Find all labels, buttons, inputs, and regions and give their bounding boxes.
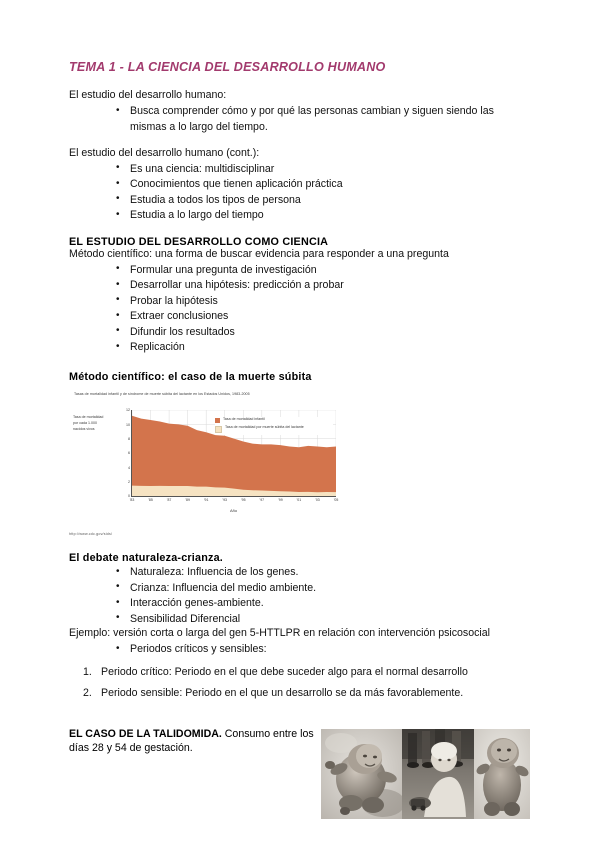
- list-item: • Difundir los resultados: [116, 325, 531, 340]
- periodos-numbered-list: [69, 665, 531, 701]
- periodos-bullet-list: [69, 642, 531, 657]
- infant-photo-right: [474, 729, 530, 819]
- chart-y-tick-label: 0: [128, 494, 130, 499]
- list-item: • Replicación: [116, 340, 531, 355]
- page-title: TEMA 1 - LA CIENCIA DEL DESARROLLO HUMANO: [69, 60, 386, 74]
- debate-bullet-list: [69, 565, 531, 627]
- figure-heading: Método científico: el caso de la muerte súbita: [69, 371, 312, 384]
- section-heading-ciencia: EL ESTUDIO DEL DESARROLLO COMO CIENCIA: [69, 235, 329, 248]
- talidomida-heading: EL CASO DE LA TALIDOMIDA.: [69, 727, 222, 740]
- list-item: Periodo sensible: Periodo en el que un desarrollo se da más favorablemente.: [101, 686, 464, 699]
- list-item: • Estudia a lo largo del tiempo: [116, 208, 531, 223]
- infant-photo-center: [402, 729, 474, 819]
- metodo-cientifico-bullet-list: [69, 263, 531, 356]
- chart-x-tick-label: '95: [240, 498, 246, 503]
- chart-x-axis-label: Año: [229, 508, 238, 514]
- list-item: • Periodos críticos y sensibles:: [116, 642, 531, 657]
- infant-mortality-area-chart: [69, 391, 358, 524]
- chart-x-tick-label: '05: [333, 498, 339, 503]
- legend-item: [215, 425, 333, 432]
- list-item: • Es una ciencia: multidisciplinar: [116, 162, 531, 177]
- chart-y-tick-label: 8: [128, 437, 130, 442]
- legend-item: [215, 417, 333, 422]
- chart-y-tick-label: 12: [126, 408, 130, 413]
- legend-label: Tasa de mortalidad por muerte súbita del lactante: [225, 425, 304, 430]
- list-item: Periodo crítico: Periodo en el que debe suceder algo para el normal desarrollo: [101, 665, 468, 678]
- chart-x-tick-label: '97: [259, 498, 265, 503]
- debate-example: Ejemplo: versión corta o larga del gen 5-HTTLPR en relación con intervención psicosocial: [69, 627, 491, 640]
- list-item: • Busca comprender cómo y por qué las personas cambian y siguen siendo las mismas a lo largo del tiempo.: [116, 104, 531, 135]
- intro-bullet-list: [69, 104, 531, 135]
- chart-y-tick-label: 6: [128, 451, 130, 456]
- chart-y-axis-label: Tasa de mortalidad por cada 1.000 nacidos vivos: [73, 415, 104, 431]
- list-item: • Conocimientos que tienen aplicación práctica: [116, 177, 531, 192]
- chart-x-tick-label: '85: [148, 498, 153, 503]
- chart-x-tick-label: '01: [296, 498, 302, 503]
- legend-swatch-icon: [215, 418, 220, 423]
- list-item: • Probar la hipótesis: [116, 294, 531, 309]
- chart-source-note: http://www.cdc.gov/sids/: [69, 532, 113, 537]
- intro-cont-lead: El estudio del desarrollo humano (cont.):: [69, 146, 260, 159]
- list-item: • Desarrollar una hipótesis: predicción a probar: [116, 278, 531, 293]
- list-item: • Sensibilidad Diferencial: [116, 612, 531, 627]
- list-item: • Estudia a todos los tipos de persona: [116, 193, 531, 208]
- chart-x-tick-label: '87: [166, 498, 172, 503]
- infant-photo-left: [321, 729, 402, 819]
- talidomida-paragraph: [69, 727, 317, 756]
- intro-cont-bullet-list: [69, 162, 531, 224]
- chart-y-tick-label: 4: [128, 465, 130, 470]
- chart-x-tick-label: '89: [185, 498, 190, 503]
- chart-x-tick-label: '83: [129, 498, 135, 503]
- list-item: • Naturaleza: Influencia de los genes.: [116, 565, 531, 580]
- chart-legend: [215, 417, 333, 435]
- chart-x-tick-label: '99: [278, 498, 283, 503]
- legend-label: Tasa de mortalidad infantil: [223, 417, 265, 422]
- intro-lead: El estudio del desarrollo humano:: [69, 89, 227, 102]
- chart-y-tick-label: 2: [128, 480, 130, 485]
- legend-swatch-icon: [215, 426, 222, 433]
- document-content: [69, 60, 531, 767]
- ciencia-lead: Método científico: una forma de buscar evidencia para responder a una pregunta: [69, 247, 449, 260]
- talidomida-section: [69, 727, 531, 756]
- list-item: • Crianza: Influencia del medio ambiente.: [116, 581, 531, 596]
- list-item: • Extraer conclusiones: [116, 309, 531, 324]
- chart-x-tick-label: '03: [315, 498, 320, 503]
- chart-title: Tasas de mortalidad infantil y de síndrome de muerte súbita del lactante en los Estados Unidos, 1983-2005: [74, 392, 250, 397]
- list-item: • Interacción genes-ambiente.: [116, 596, 531, 611]
- chart-x-tick-label: '93: [222, 498, 227, 503]
- talidomida-body: Consumo entre los días 28 y 54 de gestación.: [69, 727, 314, 755]
- talidomida-photo-strip: [321, 729, 530, 819]
- chart-x-tick-label: '91: [203, 498, 209, 503]
- section-heading-debate: El debate naturaleza-crianza.: [69, 552, 224, 565]
- chart-figure: [69, 391, 358, 536]
- list-item: • Formular una pregunta de investigación: [116, 263, 531, 278]
- chart-y-tick-label: 10: [126, 422, 130, 427]
